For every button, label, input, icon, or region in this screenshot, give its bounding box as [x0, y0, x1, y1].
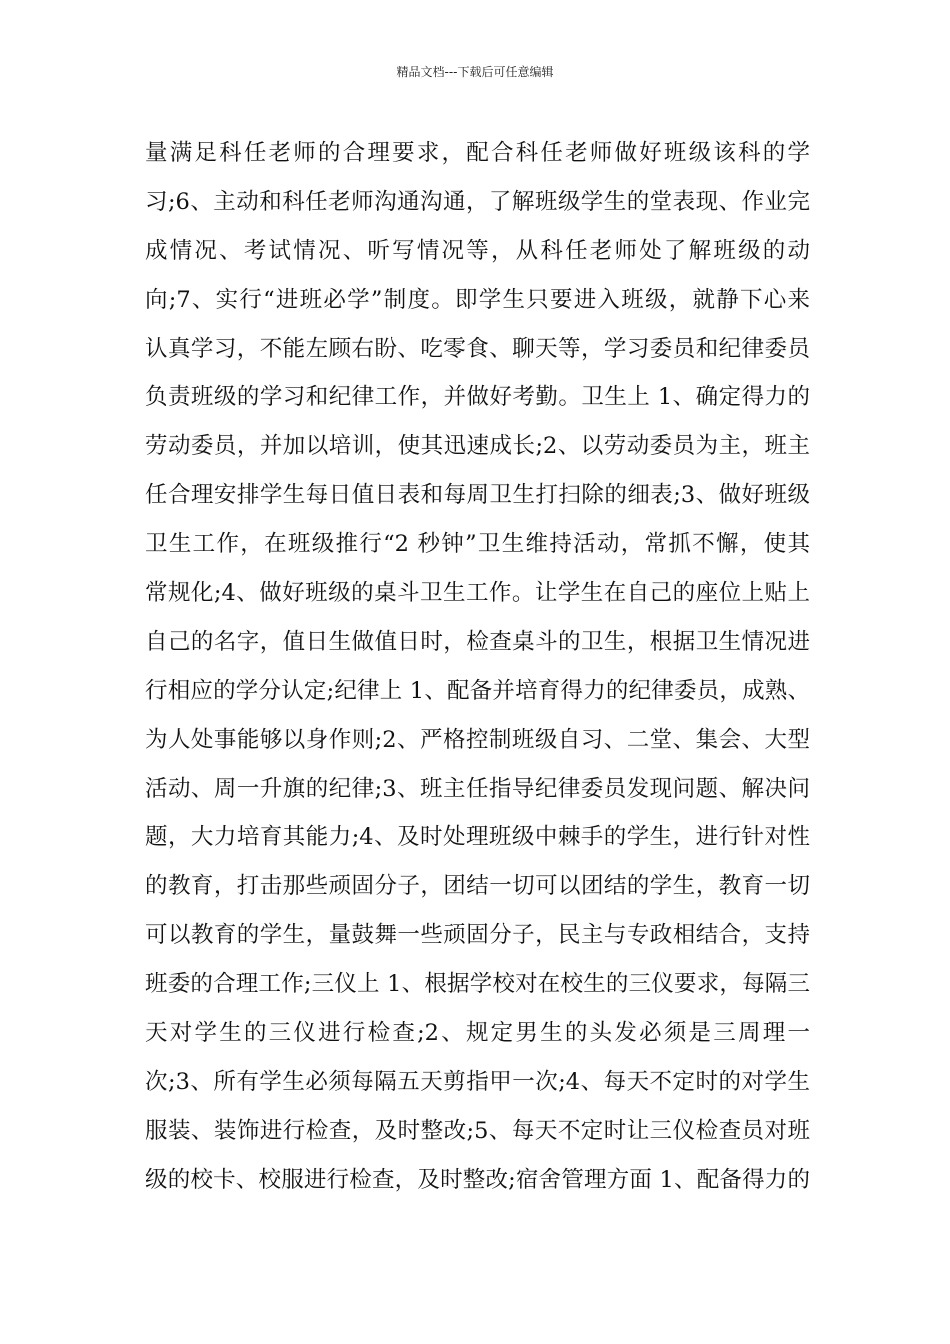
text-line: 卫生工作，在班级推行“2 秒钟”卫生维持活动，常抓不懈，使其: [145, 531, 810, 558]
text-line: 服装、装饰进行检查，及时整改;5、每天不定时让三仪检查员对班: [145, 1117, 810, 1144]
text-line: 为人处事能够以身作则;2、严格控制班级自习、二堂、集会、大型: [145, 726, 810, 753]
text-line: 任合理安排学生每日值日表和每周卫生打扫除的细表;3、做好班级: [145, 482, 810, 509]
text-line: 劳动委员，并加以培训，使其迅速成长;2、以劳动委员为主，班主: [145, 433, 810, 460]
text-line: 量满足科任老师的合理要求，配合科任老师做好班级该科的学: [145, 140, 810, 166]
body-text: [145, 129, 810, 1205]
text-line: 活动、周一升旗的纪律;3、班主任指导纪律委员发现问题、解决问: [145, 775, 810, 802]
text-line: 级的校卡、校服进行检查，及时整改;宿舍管理方面 1、配备得力的: [145, 1166, 810, 1193]
text-line: 行相应的学分认定;纪律上 1、配备并培育得力的纪律委员，成熟、: [145, 677, 810, 704]
text-line: 题，大力培育其能力;4、及时处理班级中棘手的学生，进行针对性: [145, 824, 810, 851]
text-line: 自己的名字，值日生做值日时，检查桌斗的卫生，根据卫生情况进: [145, 628, 810, 655]
text-line: 认真学习，不能左顾右盼、吃零食、聊天等，学习委员和纪律委员: [145, 335, 810, 362]
text-line: 负责班级的学习和纪律工作，并做好考勤。卫生上 1、确定得力的: [145, 384, 810, 411]
text-line: 的教育，打击那些顽固分子，团结一切可以团结的学生，教育一切: [145, 873, 810, 900]
text-line: 班委的合理工作;三仪上 1、根据学校对在校生的三仪要求，每隔三: [145, 971, 810, 998]
text-line: 成情况、考试情况、听写情况等，从科任老师处了解班级的动: [145, 237, 810, 264]
text-line: 习;6、主动和科任老师沟通沟通，了解班级学生的堂表现、作业完: [145, 188, 810, 215]
page-header: 精品文档---下载后可任意编辑: [396, 65, 554, 79]
text-line: 常规化;4、做好班级的桌斗卫生工作。让学生在自己的座位上贴上: [145, 580, 810, 607]
text-line: 向;7、实行“进班必学”制度。即学生只要进入班级，就静下心来: [145, 286, 810, 313]
text-line: 天对学生的三仪进行检查;2、规定男生的头发必须是三周理一: [145, 1020, 810, 1047]
text-line: 可以教育的学生，量鼓舞一些顽固分子，民主与专政相结合，支持: [145, 922, 810, 949]
text-line: 次;3、所有学生必须每隔五天剪指甲一次;4、每天不定时的对学生: [145, 1068, 810, 1095]
